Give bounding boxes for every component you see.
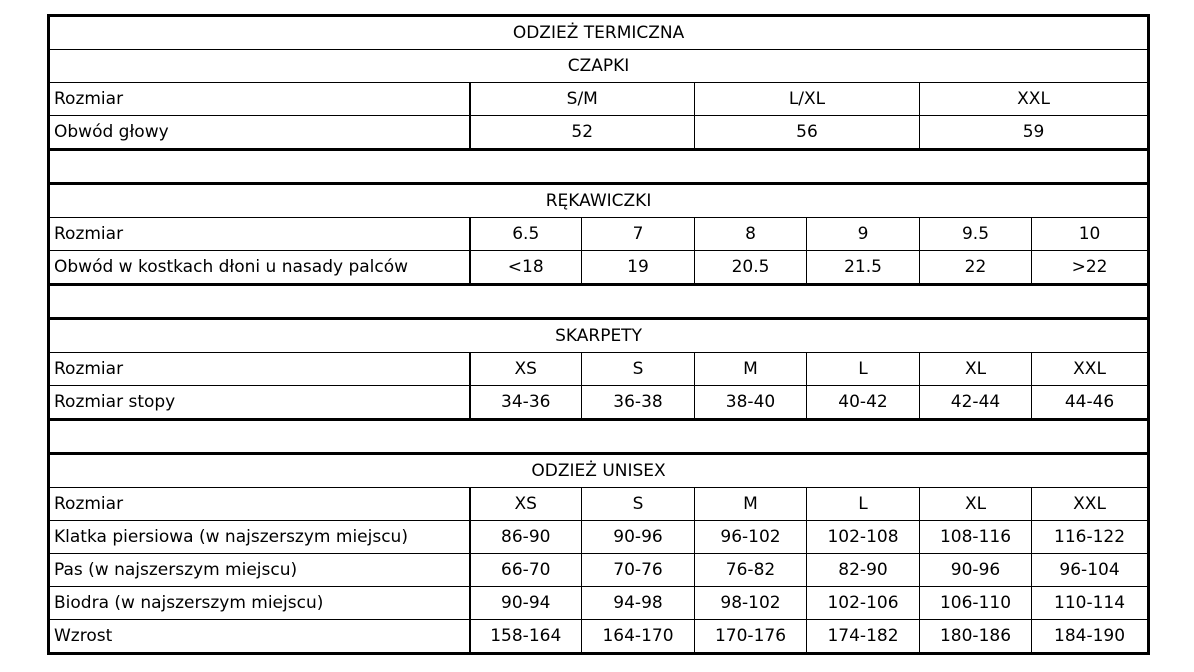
size-cell: 9.5 xyxy=(920,218,1032,251)
unisex-size-row xyxy=(49,488,1149,521)
measure-cell: 98-102 xyxy=(695,587,807,620)
size-cell: XL xyxy=(920,488,1032,521)
measure-cell: 102-106 xyxy=(807,587,920,620)
size-cell: 8 xyxy=(695,218,807,251)
size-cell: 9 xyxy=(807,218,920,251)
section-title-czapki: CZAPKI xyxy=(49,50,1149,83)
spacer-row xyxy=(49,150,1149,184)
skarpety-measure-row xyxy=(49,386,1149,420)
row-label: Klatka piersiowa (w najszerszym miejscu) xyxy=(49,521,470,554)
measure-cell: 102-108 xyxy=(807,521,920,554)
skarpety-size-row xyxy=(49,353,1149,386)
measure-cell: 116-122 xyxy=(1032,521,1149,554)
measure-cell: 59 xyxy=(920,116,1149,150)
section-header-row xyxy=(49,454,1149,488)
measure-cell: 21.5 xyxy=(807,251,920,285)
section-title-unisex: ODZIEŻ UNISEX xyxy=(49,454,1149,488)
spacer-row xyxy=(49,285,1149,319)
measure-cell: 110-114 xyxy=(1032,587,1149,620)
measure-cell: 184-190 xyxy=(1032,620,1149,654)
rekawiczki-size-row xyxy=(49,218,1149,251)
measure-cell: 66-70 xyxy=(470,554,582,587)
size-cell: M xyxy=(695,353,807,386)
unisex-measure-row xyxy=(49,620,1149,654)
row-label: Rozmiar xyxy=(49,488,470,521)
size-cell: S xyxy=(582,353,695,386)
size-chart-table xyxy=(47,14,1150,655)
measure-cell: 70-76 xyxy=(582,554,695,587)
measure-cell: <18 xyxy=(470,251,582,285)
measure-cell: 86-90 xyxy=(470,521,582,554)
unisex-measure-row xyxy=(49,521,1149,554)
size-cell: L xyxy=(807,353,920,386)
measure-cell: 82-90 xyxy=(807,554,920,587)
measure-cell: 164-170 xyxy=(582,620,695,654)
measure-cell: 38-40 xyxy=(695,386,807,420)
measure-cell: 90-96 xyxy=(582,521,695,554)
size-cell: XS xyxy=(470,353,582,386)
section-title-rekawiczki: RĘKAWICZKI xyxy=(49,184,1149,218)
size-cell: S xyxy=(582,488,695,521)
unisex-measure-row xyxy=(49,587,1149,620)
measure-cell: 22 xyxy=(920,251,1032,285)
measure-cell: 90-96 xyxy=(920,554,1032,587)
row-label: Biodra (w najszerszym miejscu) xyxy=(49,587,470,620)
section-title-skarpety: SKARPETY xyxy=(49,319,1149,353)
row-label: Rozmiar xyxy=(49,353,470,386)
section-header-row xyxy=(49,50,1149,83)
measure-cell: 56 xyxy=(695,116,920,150)
measure-cell: 20.5 xyxy=(695,251,807,285)
row-label: Obwód w kostkach dłoni u nasady palców xyxy=(49,251,470,285)
measure-cell: 108-116 xyxy=(920,521,1032,554)
measure-cell: >22 xyxy=(1032,251,1149,285)
size-cell: 7 xyxy=(582,218,695,251)
size-cell: XXL xyxy=(1032,488,1149,521)
section-header-row xyxy=(49,184,1149,218)
title-row xyxy=(49,16,1149,50)
measure-cell: 42-44 xyxy=(920,386,1032,420)
measure-cell: 174-182 xyxy=(807,620,920,654)
size-cell: 10 xyxy=(1032,218,1149,251)
size-cell: M xyxy=(695,488,807,521)
measure-cell: 158-164 xyxy=(470,620,582,654)
unisex-measure-row xyxy=(49,554,1149,587)
measure-cell: 34-36 xyxy=(470,386,582,420)
measure-cell: 44-46 xyxy=(1032,386,1149,420)
row-label: Rozmiar stopy xyxy=(49,386,470,420)
measure-cell: 40-42 xyxy=(807,386,920,420)
spacer-row xyxy=(49,420,1149,454)
measure-cell: 180-186 xyxy=(920,620,1032,654)
rekawiczki-measure-row xyxy=(49,251,1149,285)
measure-cell: 52 xyxy=(470,116,695,150)
spacer-cell xyxy=(49,150,1149,184)
size-cell: L/XL xyxy=(695,83,920,116)
size-cell: 6.5 xyxy=(470,218,582,251)
size-cell: XXL xyxy=(920,83,1149,116)
measure-cell: 90-94 xyxy=(470,587,582,620)
table-title: ODZIEŻ TERMICZNA xyxy=(49,16,1149,50)
czapki-measure-row xyxy=(49,116,1149,150)
size-cell: XS xyxy=(470,488,582,521)
measure-cell: 76-82 xyxy=(695,554,807,587)
measure-cell: 96-102 xyxy=(695,521,807,554)
row-label: Rozmiar xyxy=(49,83,470,116)
size-cell: XXL xyxy=(1032,353,1149,386)
czapki-size-row xyxy=(49,83,1149,116)
spacer-cell xyxy=(49,285,1149,319)
measure-cell: 96-104 xyxy=(1032,554,1149,587)
size-cell: S/M xyxy=(470,83,695,116)
row-label: Obwód głowy xyxy=(49,116,470,150)
measure-cell: 170-176 xyxy=(695,620,807,654)
section-header-row xyxy=(49,319,1149,353)
row-label: Wzrost xyxy=(49,620,470,654)
measure-cell: 94-98 xyxy=(582,587,695,620)
size-cell: L xyxy=(807,488,920,521)
measure-cell: 19 xyxy=(582,251,695,285)
measure-cell: 36-38 xyxy=(582,386,695,420)
row-label: Rozmiar xyxy=(49,218,470,251)
size-cell: XL xyxy=(920,353,1032,386)
row-label: Pas (w najszerszym miejscu) xyxy=(49,554,470,587)
spacer-cell xyxy=(49,420,1149,454)
measure-cell: 106-110 xyxy=(920,587,1032,620)
